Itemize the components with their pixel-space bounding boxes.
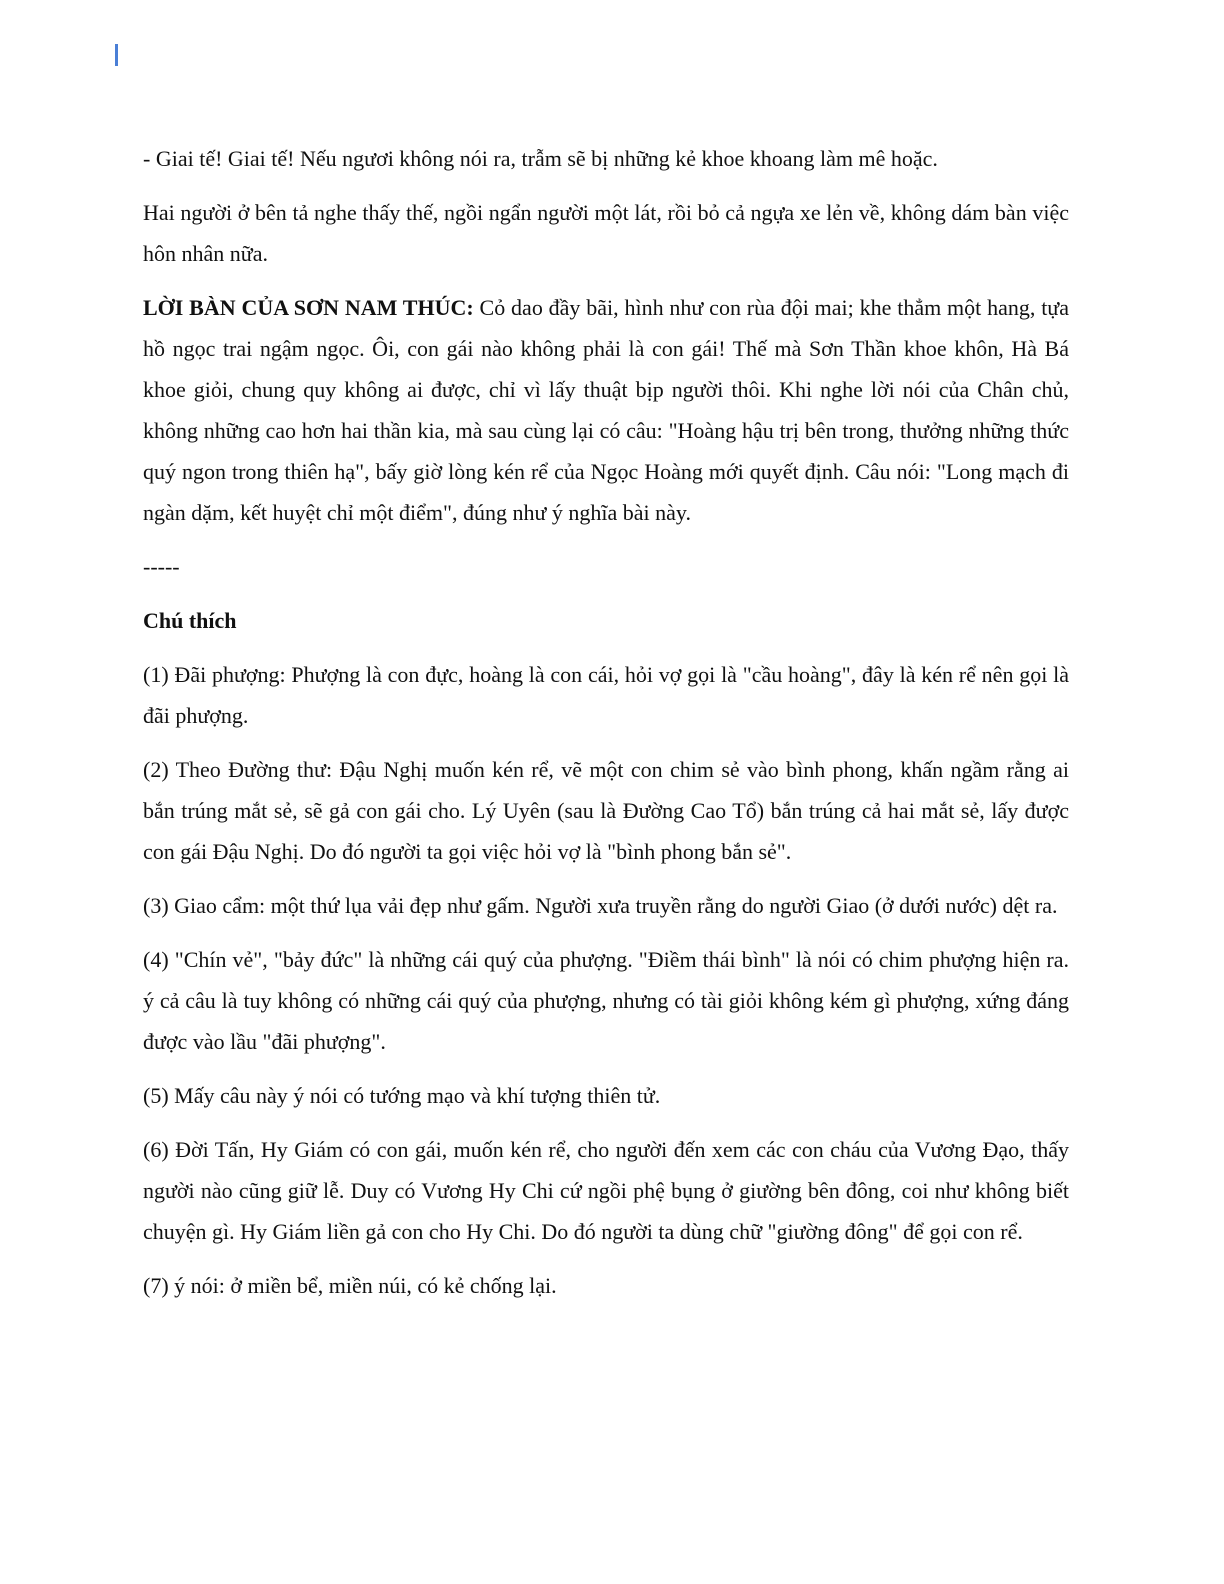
note-item-4: (4) "Chín vẻ", "bảy đức" là những cái quý của phượng. "Điềm thái bình" là nói có chim phượng hiện ra. ý cả câu là tuy không có những cái quý của phượng, nhưng có tài giỏi không kém gì phượng, xứng đáng được vào lầu "đãi phượng". [143,947,1069,1054]
note-item-5: (5) Mấy câu này ý nói có tướng mạo và khí tượng thiên tử. [143,1083,661,1108]
notes-heading: Chú thích [143,608,237,633]
paragraph-dialogue: - Giai tế! Giai tế! Nếu ngươi không nói ra, trẫm sẽ bị những kẻ khoe khoang làm mê hoặc. [143,146,938,171]
note-item-7: (7) ý nói: ở miền bể, miền núi, có kẻ chống lại. [143,1273,557,1298]
section-separator: ----- [143,554,180,579]
note-item-3: (3) Giao cẩm: một thứ lụa vải đẹp như gấm. Người xưa truyền rằng do người Giao (ở dưới nước) dệt ra. [143,893,1058,918]
note-item-6: (6) Đời Tấn, Hy Giám có con gái, muốn kén rể, cho người đến xem các con cháu của Vương Đạo, thấy người nào cũng giữ lễ. Duy có Vương Hy Chi cứ ngồi phệ bụng ở giường bên đông, coi như không biết chuyện gì. Hy Giám liền gả con cho Hy Chi. Do đó người ta dùng chữ "giường đông" để gọi con rể. [143,1137,1069,1244]
commentary-paragraph [143,287,1069,533]
text-cursor [115,44,118,66]
paragraph-narration: Hai người ở bên tả nghe thấy thế, ngồi ngẩn người một lát, rồi bỏ cả ngựa xe lẻn về, không dám bàn việc hôn nhân nữa. [143,200,1069,266]
note-item-1: (1) Đãi phượng: Phượng là con đực, hoàng là con cái, hỏi vợ gọi là "cầu hoàng", đây là kén rể nên gọi là đãi phượng. [143,662,1069,728]
commentary-label: LỜI BÀN CỦA SƠN NAM THÚC: [143,295,474,320]
commentary-text: Cỏ dao đầy bãi, hình như con rùa đội mai; khe thẳm một hang, tựa hồ ngọc trai ngậm ngọc. Ôi, con gái nào không phải là con gái! Thế mà Sơn Thần khoe khôn, Hà Bá khoe giỏi, chung quy không ai được, chỉ vì lấy thuật bịp người thôi. Khi nghe lời nói của Chân chủ, không những cao hơn hai thần kia, mà sau cùng lại có câu: "Hoàng hậu trị bên trong, thưởng những thức quý ngon trong thiên hạ", bấy giờ lòng kén rể của Ngọc Hoàng mới quyết định. Câu nói: "Long mạch đi ngàn dặm, kết huyệt chỉ một điểm", đúng như ý nghĩa bài này. [143,295,1069,525]
note-item-2: (2) Theo Đường thư: Đậu Nghị muốn kén rể, vẽ một con chim sẻ vào bình phong, khấn ngầm rằng ai bắn trúng mắt sẻ, sẽ gả con gái cho. Lý Uyên (sau là Đường Cao Tổ) bắn trúng cả hai mắt sẻ, lấy được con gái Đậu Nghị. Do đó người ta gọi việc hỏi vợ là "bình phong bắn sẻ". [143,757,1069,864]
document-body [143,138,1069,1319]
